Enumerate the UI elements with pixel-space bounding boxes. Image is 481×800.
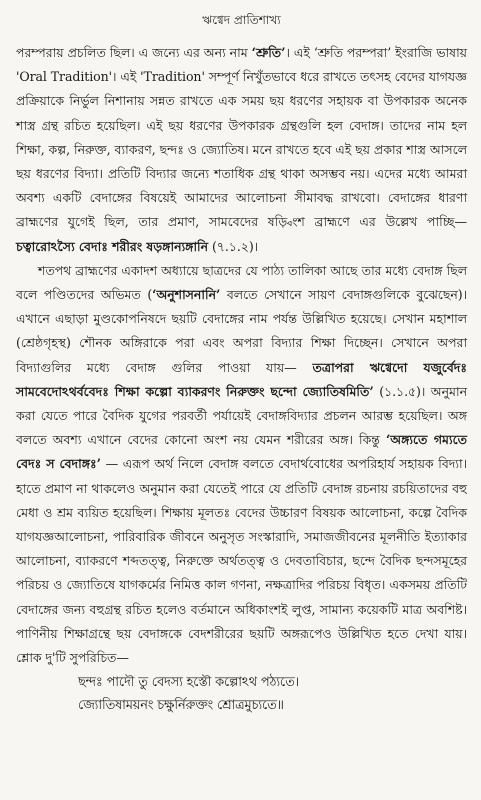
sanskrit-quote-shadvimsha: চত্বারোঽস্যৈ বেদাঃ শরীরং ষড়ঙ্গান্যঙ্গানি xyxy=(16,238,209,254)
sanskrit-quote-vedanga-definition: ‘অঙ্গ্যতে গম্যতে বেদঃ স বেদাঙ্গঃ’ xyxy=(16,432,467,472)
paragraph-2-text-d: — এরূপ অর্থ নিলে বেদাঙ্গ বলতে বেদার্থবোধের অপরিহার্য সহায়ক বিদ্যা। হাতে প্রমাণ না থাকলেও অনুমান করা যেতেই পারে যে প্রতিটি বেদাঙ্গ রচনায় রচয়িতাদের বহু মেধা ও শ্রম ব্যয়িত হয়েছিল। শিক্ষায় মূলতঃ বেদের উচ্চারণ বিষয়ক আলোচনা, কল্পে বৈদিক যাগযজ্ঞআলোচনা, পারিবারিক জীবনে অনুসৃত সংস্কারাদি, সমাজজীবনের মূলনীতি ইত্যাকার আলোচনা, ব্যাকরণে শব্দতত্ত্ব, নিরুক্তে অর্থতত্ত্ব ও দেবতাবিচার, ছন্দে বৈদিক ছন্দসমূহের পরিচয় ও জ্যোতিষে যাগকর্মের নিমিত্ত কাল গণনা, নক্ষত্রাদির পরিচয় বিধৃত। একসময় প্রতিটি বেদাঙ্গের জন্য বহুগ্রন্থ রচিত হলেও বর্তমানে অধিকাংশই লুপ্ত, সামান্য কয়েকটি মাত্র অবশিষ্ট। পাণিনীয় শিক্ষাগ্রন্থে ছয় বেদাঙ্গকে বেদশরীরের ছয়টি অঙ্গরূপেও উল্লিখিত হতে দেখা যায়। শ্লোক দু'টি সুপরিচিত— xyxy=(16,456,467,666)
shruti-term: ‘শ্রুতি’ xyxy=(251,45,286,60)
verse-line-1: ছন্দঃ পাদৌ তু বেদস্য হস্তৌ কল্পোঽথ পঠ্যতে। xyxy=(78,675,300,691)
paragraph-1-text-a: পরম্পরায় প্রচলিত ছিল। এ জন্যে এর অন্য নাম xyxy=(16,45,252,60)
paragraph-2-text-b: বলতে সেখানে সায়ণ বেদাঙ্গগুলিকে বুঝেছেন)। এখানে এছাড়া মুণ্ডকোপনিষদে ছয়টি বেদাঙ্গের নাম পর্যন্ত উল্লিখিত হয়েছে। সেখান মহাশাল (শ্রেষ্ঠগৃহস্থ) শৌনক অঙ্গিরাকে পরা এবং অপরা বিদ্যার শিক্ষা দিচ্ছেন। সেখানে অপরা বিদ্যাগুলির মধ্যে বেদাঙ্গ গুলির পাওয়া যায়— xyxy=(16,287,467,375)
paragraph-2-text-a: শতপথ ব্রাহ্মণের একাদশ অধ্যায়ে ছাত্রদের যে পাঠ্য তালিকা আছে তার মধ্যে বেদাঙ্গ ছিল বলে পণ্ডিতদের অভিমত ( xyxy=(16,262,467,303)
paragraph-1-citation: (৭.১.২)। xyxy=(208,238,259,254)
paragraph-2 xyxy=(16,259,467,670)
running-header: ঋগ্বেদ প্রাতিশাখ্য xyxy=(202,13,281,27)
paragraph-1 xyxy=(16,41,467,259)
paragraph-1-text-b: । এই ‘শ্রুতি পরম্পরা’ ইংরাজি ভাষায় 'Oral Tradition'। এই 'Tradition' সম্পূর্ণ নিখুঁতভাবে ধরে রাখতে তৎসহ বেদের যাগযজ্ঞ প্রক্রিয়াকে নির্ভুল নিশানায় সন্নত রাখতে এক সময় ছয় ধরণের সহায়ক বা উপকারক অনেক শাস্ত্র গ্রন্থ রচিত হয়েছিল। এই ছয় ধরণের উপকারক গ্রন্থগুলি হল বেদাঙ্গ। তাদের নাম হল শিক্ষা, কল্প, নিরুক্ত, ব্যাকরণ, ছন্দঃ ও জ্যোতিষ। মনে রাখতে হবে এই ছয় প্রকার শাস্ত্র আসলে ছয় ধরণের বিদ্যা। প্রতিটি বিদ্যার জন্যে শতাধিক গ্রন্থ থাকা অসম্ভব নয়। এদের মধ্যে আমরা অবশ্য একটি বেদাঙ্গের বিষয়েই আমাদের আলোচনা সীমাবদ্ধ রাখবো। বেদাঙ্গের ধারণা ব্রাহ্মণের যুগেই ছিল, তার প্রমাণ, সামবেদের ষড়্বিংশ ব্রাহ্মণে এর উল্লেখ পাচ্ছি— xyxy=(16,45,467,230)
page-body xyxy=(16,41,467,717)
paragraph-2-text-c: (১.১.৫)। অনুমান করা যেতে পারে বৈদিক যুগের পরবর্তী পর্যায়েই বেদাঙ্গবিদ্যার প্রচলন আরম্ভ হয়েছিল। অঙ্গ বলতে অবশ্য এখানে বেদের কোনো অংশ নয় যেমন শরীরের অঙ্গ। কিন্তু xyxy=(16,383,467,448)
anushasanani-term: ‘অনুশাসনানি’ xyxy=(152,287,221,303)
sanskrit-verse xyxy=(16,671,467,717)
sanskrit-quote-mundaka: তত্রাপরা ঋগ্বেদো যজুর্বেদঃ সামবেদোঽথর্ববেদঃ শিক্ষা কল্পো ব্যাকরণং নিরুক্তং ছন্দো জ্যোতিষমিতি’ xyxy=(16,359,467,399)
verse-line-2: জ্যোতিষাময়নং চক্ষুর্নিরুক্তং শ্রোত্রমুচ্যতে॥ xyxy=(78,698,284,714)
